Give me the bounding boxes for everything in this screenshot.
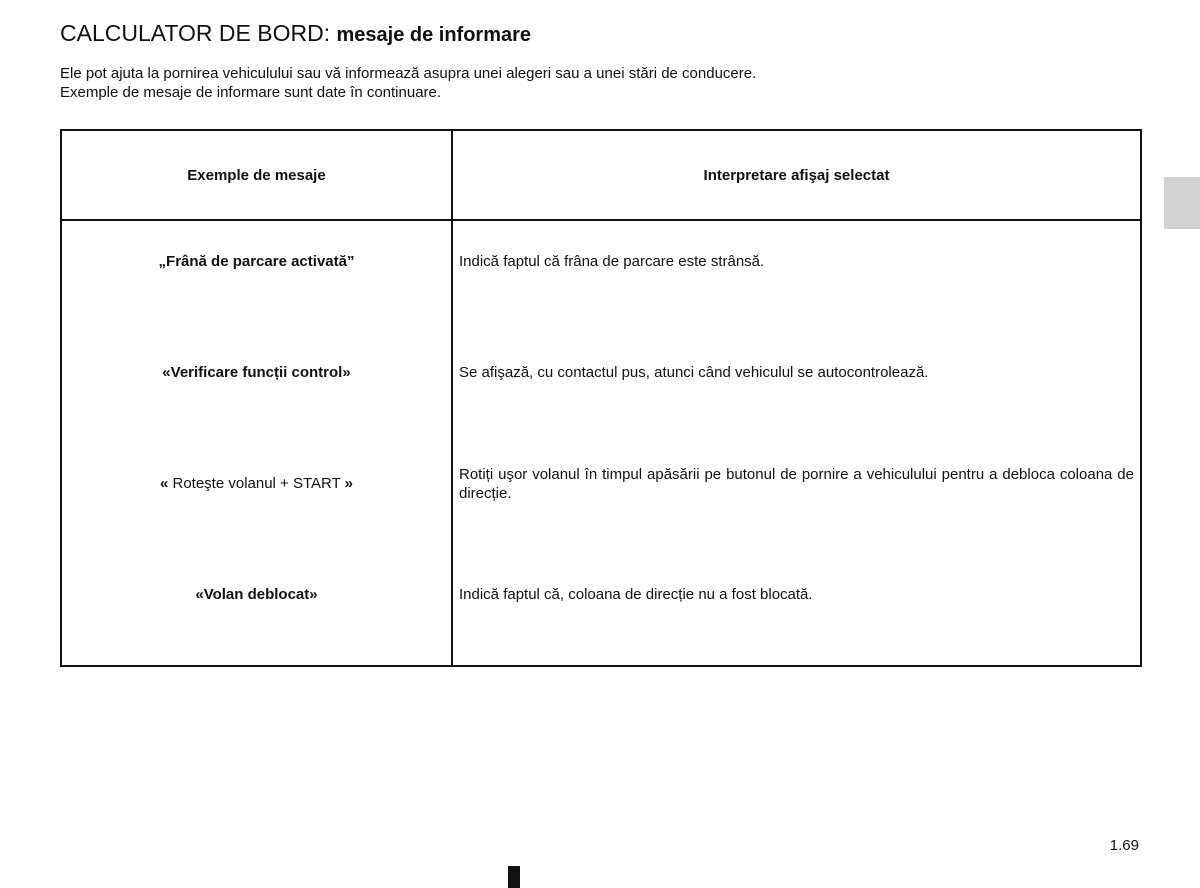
message-cell: «Verificare funcții control» — [61, 332, 452, 443]
interpretation-cell: Rotiți uşor volanul în timpul apăsării pe butonul de pornire a vehiculului pentru a debloca coloana de direcție. — [452, 443, 1141, 554]
header-interpretation: Interpretare afişaj selectat — [452, 130, 1141, 220]
section-side-tab — [1164, 177, 1200, 229]
message-text: Roteşte volanul + START — [168, 475, 345, 492]
table-row — [61, 554, 1141, 666]
binding-mark — [508, 866, 520, 888]
table-row — [61, 443, 1141, 554]
intro-paragraph — [60, 64, 756, 102]
table-row — [61, 332, 1141, 443]
table-header-row — [61, 130, 1141, 220]
message-close-quote: » — [344, 475, 354, 492]
page-title-main: CALCULATOR DE BORD: — [60, 20, 331, 46]
message-open-quote: « — [159, 475, 169, 492]
interpretation-cell: Se afişază, cu contactul pus, atunci când vehiculul se autocontrolează. — [452, 332, 1141, 443]
message-cell: «Volan deblocat» — [61, 554, 452, 666]
intro-line-1: Ele pot ajuta la pornirea vehiculului sau vă informează asupra unei alegeri sau a unei stări de conducere. — [60, 65, 757, 82]
messages-table — [60, 129, 1142, 667]
header-examples: Exemple de mesaje — [61, 130, 452, 220]
page-title-sub: mesaje de informare — [336, 24, 532, 46]
table-row — [61, 220, 1141, 332]
page-number: 1.69 — [1109, 837, 1139, 854]
interpretation-cell: Indică faptul că, coloana de direcție nu a fost blocată. — [452, 554, 1141, 666]
message-cell: „Frână de parcare activată” — [61, 220, 452, 332]
message-cell — [61, 443, 452, 554]
intro-line-2: Exemple de mesaje de informare sunt date în continuare. — [60, 84, 442, 101]
interpretation-cell: Indică faptul că frâna de parcare este strânsă. — [452, 220, 1141, 332]
page-title — [60, 19, 531, 49]
